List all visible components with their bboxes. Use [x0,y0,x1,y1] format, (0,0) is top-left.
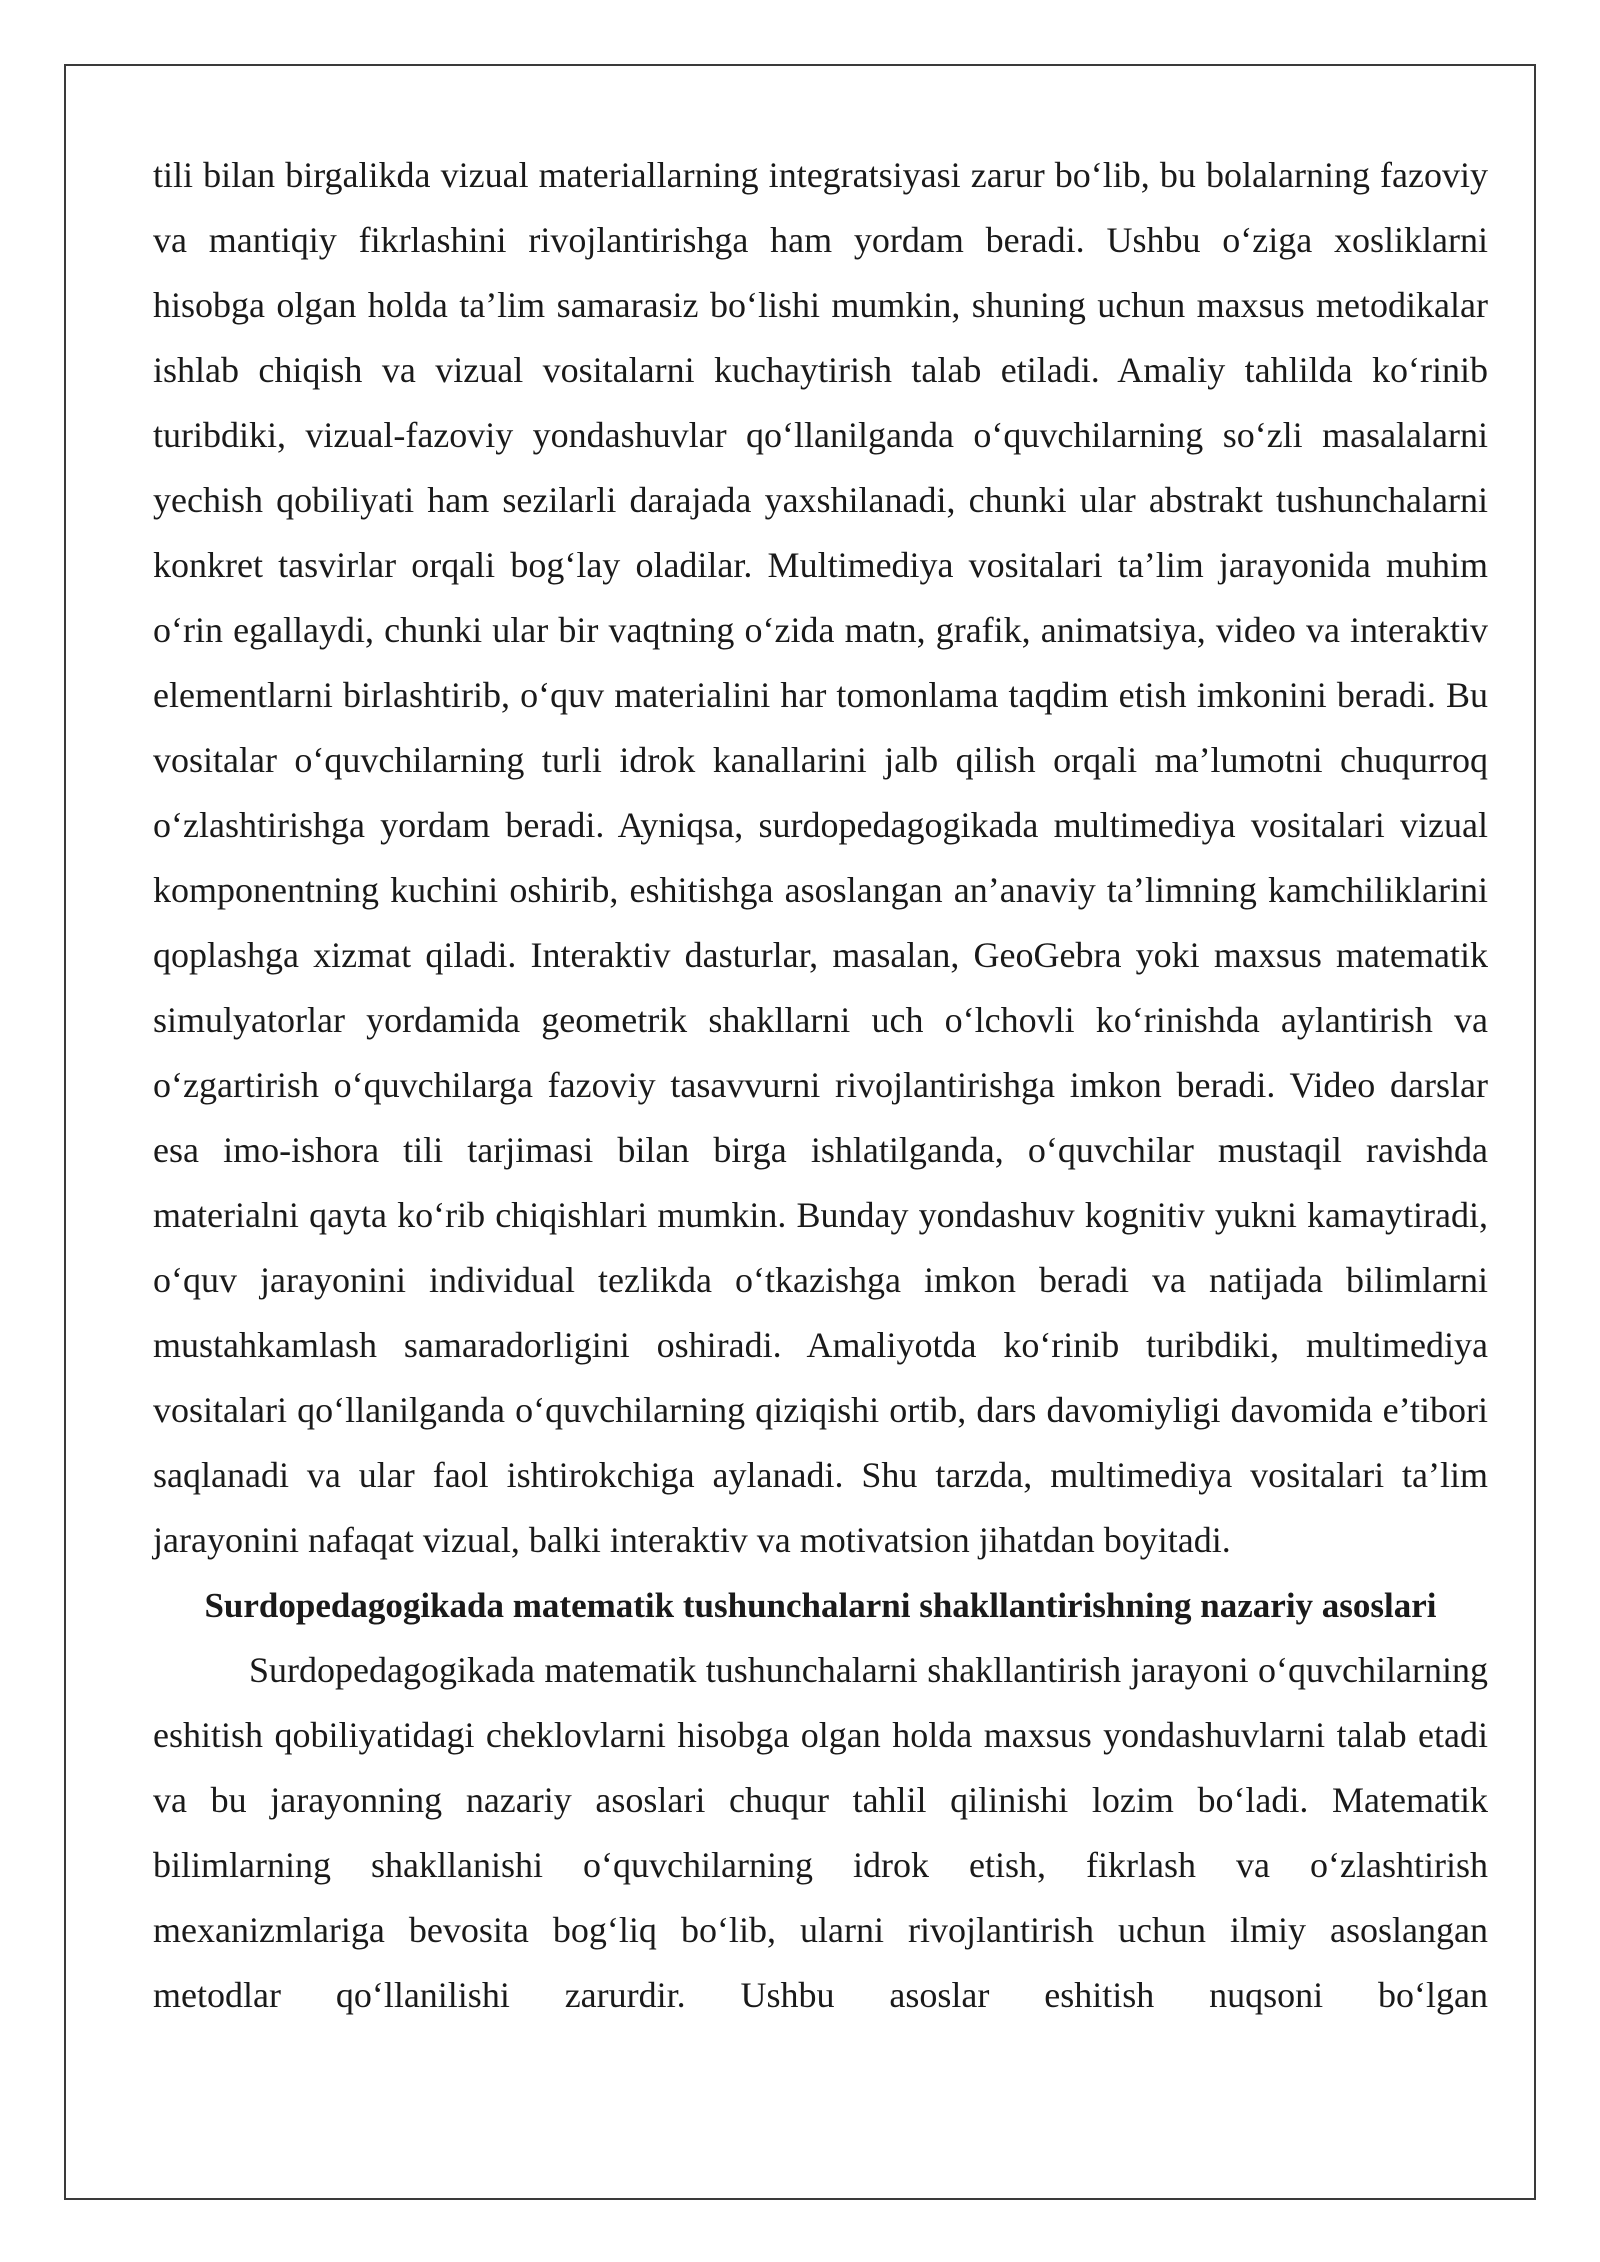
section-heading: Surdopedagogikada matematik tushunchalarni shakllantirishning nazariy asoslari [204,1586,1437,1625]
document-body [153,143,1488,2028]
body-paragraph: Surdopedagogikada matematik tushunchalarni shakllantirish jarayoni o‘quvchilarning eshitish qobiliyatidagi cheklovlarni hisobga olgan holda maxsus yondashuvlarni talab etadi va bu jarayonning nazariy asoslari chuqur tahlil qilinishi lozim bo‘ladi. Matematik bilimlarning shakllanishi o‘quvchilarning idrok etish, fikrlash va o‘zlashtirish mexanizmlariga bevosita bog‘liq bo‘lib, ularni rivojlantirish uchun ilmiy asoslangan metodlar qo‘llanilishi zarurdir. Ushbu asoslar eshitish nuqsoni bo‘lgan [153,1650,1488,2015]
body-paragraph: tili bilan birgalikda vizual materiallarning integratsiyasi zarur bo‘lib, bu bolalarning fazoviy va mantiqiy fikrlashini rivojlantirishga ham yordam beradi. Ushbu o‘ziga xosliklarni hisobga olgan holda ta’lim samarasiz bo‘lishi mumkin, shuning uchun maxsus metodikalar ishlab chiqish va vizual vositalarni kuchaytirish talab etiladi. Amaliy tahlilda ko‘rinib turibdiki, vizual-fazoviy yondashuvlar qo‘llanilganda o‘quvchilarning so‘zli masalalarni yechish qobiliyati ham sezilarli darajada yaxshilanadi, chunki ular abstrakt tushunchalarni konkret tasvirlar orqali bog‘lay oladilar. Multimediya vositalari ta’lim jarayonida muhim o‘rin egallaydi, chunki ular bir vaqtning o‘zida matn, grafik, animatsiya, video va interaktiv elementlarni birlashtirib, o‘quv materialini har tomonlama taqdim etish imkonini beradi. Bu vositalar o‘quvchilarning turli idrok kanallarini jalb qilish orqali ma’lumotni chuqurroq o‘zlashtirishga yordam beradi. Ayniqsa, surdopedagogikada multimediya vositalari vizual komponentning kuchini oshirib, eshitishga asoslangan an’anaviy ta’limning kamchiliklarini qoplashga xizmat qiladi. Interaktiv dasturlar, masalan, GeoGebra yoki maxsus matematik simulyatorlar yordamida geometrik shakllarni uch o‘lchovli ko‘rinishda aylantirish va o‘zgartirish o‘quvchilarga fazoviy tasavvurni rivojlantirishga imkon beradi. Video darslar esa imo-ishora tili tarjimasi bilan birga ishlatilganda, o‘quvchilar mustaqil ravishda materialni qayta ko‘rib chiqishlari mumkin. Bunday yondashuv kognitiv yukni kamaytiradi, o‘quv jarayonini individual tezlikda o‘tkazishga imkon beradi va natijada bilimlarni mustahkamlash samaradorligini oshiradi. Amaliyotda ko‘rinib turibdiki, multimediya vositalari qo‘llanilganda o‘quvchilarning qiziqishi ortib, dars davomiyligi davomida e’tibori saqlanadi va ular faol ishtirokchiga aylanadi. Shu tarzda, multimediya vositalari ta’lim jarayonini nafaqat vizual, balki interaktiv va motivatsion jihatdan boyitadi. [153,155,1488,1560]
